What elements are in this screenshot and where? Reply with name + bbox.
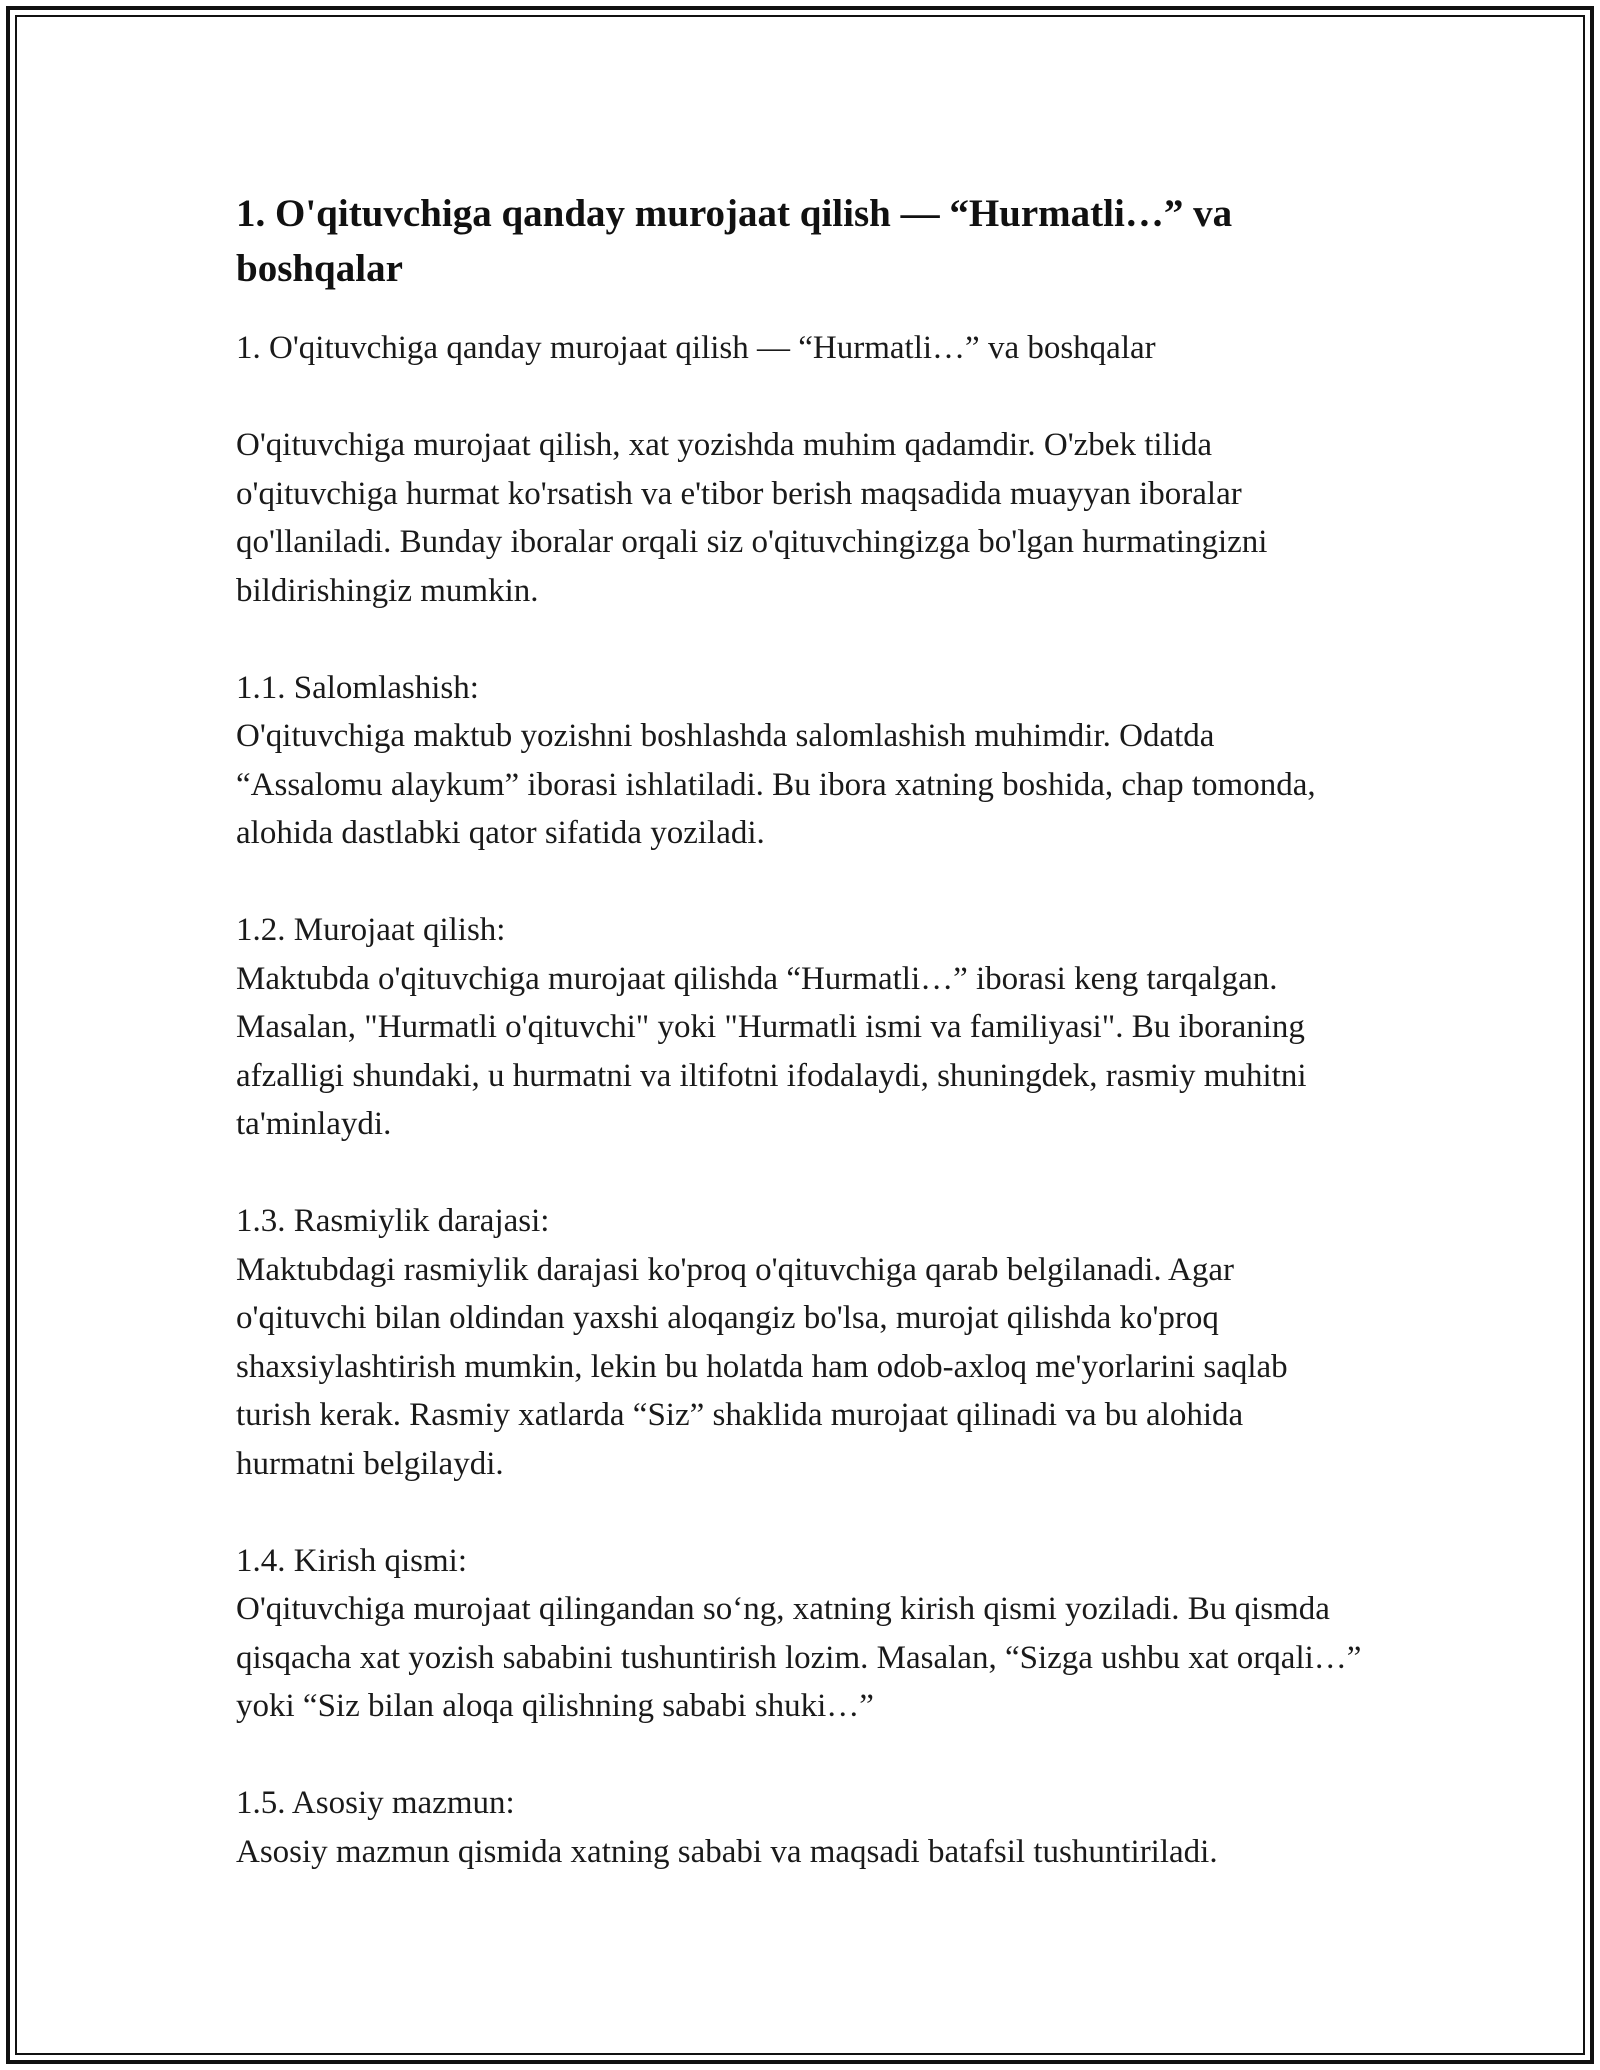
paragraph-gap <box>236 1149 1366 1198</box>
section-body-asosiy: Asosiy mazmun qismida xatning sababi va maqsadi batafsil tushuntiriladi. <box>236 1833 1218 1870</box>
document-content <box>236 186 1366 1876</box>
section-title-asosiy: 1.5. Asosiy mazmun: <box>236 1785 515 1821</box>
document-subheading: 1. O'qituvchiga qanday murojaat qilish — “Hurmatli…” va boshqalar <box>236 330 1156 366</box>
section-body-murojaat: Maktubda o'qituvchiga murojaat qilishda “Hurmatli…” iborasi keng tarqalgan. Masalan, "Hurmatli o'qituvchi" yoki "Hurmatli ismi va familiyasi". Bu iboraning afzalligi shundaki, u hurmatni va iltifotni ifodalaydi, shuningdek, rasmiy muhitni ta'minlaydi. <box>236 960 1307 1142</box>
intro-paragraph: O'qituvchiga murojaat qilish, xat yozishda muhim qadamdir. O'zbek tilida o'qituvchiga hurmat ko'rsatish va e'tibor berish maqsadida muayyan iboralar qo'llaniladi. Bunday iboralar orqali siz o'qituvchingizga bo'lgan hurmatingizni bildirishingiz mumkin. <box>236 427 1268 609</box>
section-body-rasmiylik: Maktubdagi rasmiylik darajasi ko'proq o'qituvchiga qarab belgilanadi. Agar o'qituvchi bilan oldindan yaxshi aloqangiz bo'lsa, murojat qilishda ko'proq shaxsiylashtirish mumkin, lekin bu holatda ham odob-axloq me'yorlarini saqlab turish kerak. Rasmiy xatlarda “Siz” shaklida murojaat qilinadi va bu alohida hurmatni belgilaydi. <box>236 1251 1288 1482</box>
section-body-salomlashish: O'qituvchiga maktub yozishni boshlashda salomlashish muhimdir. Odatda “Assalomu alaykum” iborasi ishlatiladi. Bu ibora xatning boshida, chap tomonda, alohida dastlabki qator sifatida yoziladi. <box>236 718 1316 851</box>
section-title-murojaat: 1.2. Murojaat qilish: <box>236 912 506 948</box>
paragraph-gap <box>236 858 1366 907</box>
section-title-kirish: 1.4. Kirish qismi: <box>236 1542 468 1579</box>
document-heading: 1. O'qituvchiga qanday murojaat qilish — “Hurmatli…” va boshqalar <box>236 192 1233 290</box>
section-title-rasmiylik: 1.3. Rasmiylik darajasi: <box>236 1203 550 1239</box>
paragraph-gap <box>236 373 1366 422</box>
paragraph-gap <box>236 615 1366 664</box>
section-body-kirish: O'qituvchiga murojaat qilingandan so‘ng, xatning kirish qismi yoziladi. Bu qismda qisqacha xat yozish sababini tushuntirish lozim. Masalan, “Sizga ushbu xat orqali…” yoki “Siz bilan aloqa qilishning sababi shuki…” <box>236 1591 1362 1724</box>
section-title-salomlashish: 1.1. Salomlashish: <box>236 669 479 706</box>
paragraph-gap <box>236 1731 1366 1780</box>
paragraph-gap <box>236 1488 1366 1537</box>
